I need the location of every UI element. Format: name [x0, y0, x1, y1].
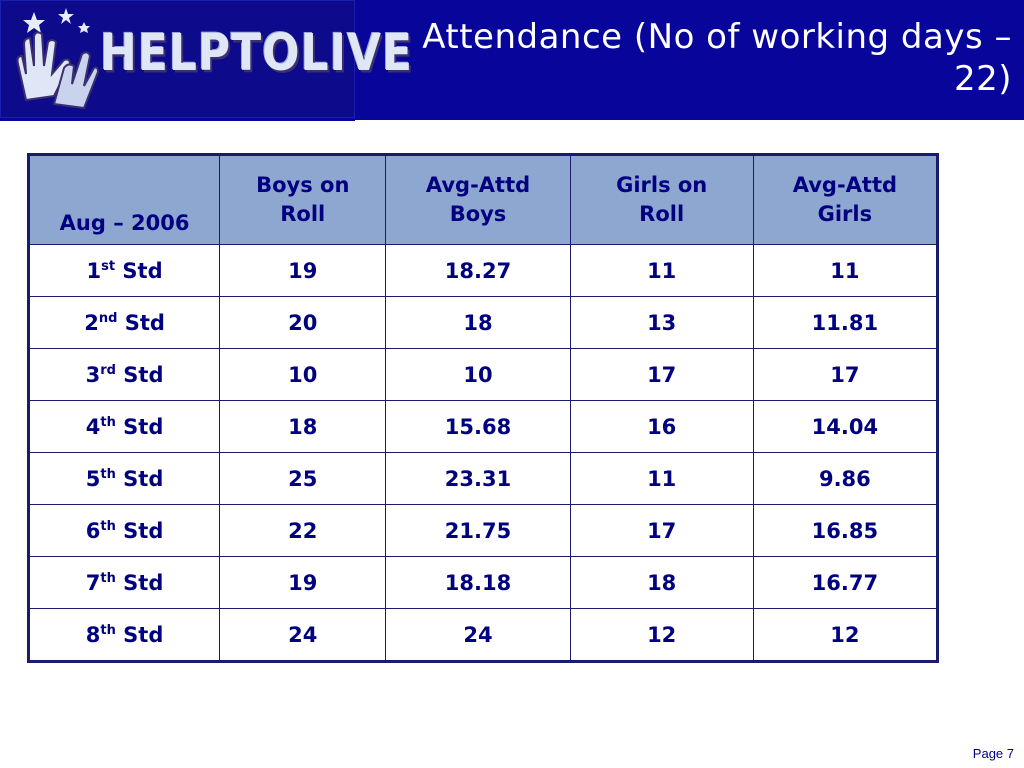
- std-cell: [29, 349, 220, 401]
- std-ordinal: th: [100, 570, 116, 586]
- table-row: [29, 245, 938, 297]
- boys-on-roll-cell: 22: [220, 505, 386, 557]
- girls-on-roll-cell: 11: [570, 245, 753, 297]
- header-cell-month: [29, 155, 220, 245]
- std-number: 1: [86, 258, 102, 283]
- std-suffix: Std: [123, 622, 164, 647]
- boys-on-roll-cell: 20: [220, 297, 386, 349]
- std-cell: [29, 453, 220, 505]
- header-line-2: Boys: [449, 202, 507, 226]
- header-cell-avg-attd-girls: [753, 155, 937, 245]
- std-suffix: Std: [123, 414, 164, 439]
- header-line-1: Avg-Attd: [425, 173, 531, 197]
- avg-attd-girls-cell: 9.86: [753, 453, 937, 505]
- std-suffix: Std: [123, 518, 164, 543]
- helping-hands-icon: [4, 4, 100, 114]
- std-ordinal: rd: [100, 362, 116, 378]
- std-ordinal: th: [100, 622, 116, 638]
- avg-attd-boys-cell: 23.31: [386, 453, 570, 505]
- boys-on-roll-cell: 24: [220, 609, 386, 662]
- std-suffix: Std: [123, 362, 164, 387]
- std-number: 8: [85, 622, 101, 647]
- helptolive-logo: [0, 0, 414, 118]
- std-suffix: Std: [122, 258, 163, 283]
- table-row: [29, 557, 938, 609]
- avg-attd-boys-cell: 18: [386, 297, 570, 349]
- girls-on-roll-cell: 11: [570, 453, 753, 505]
- header-line-2: Roll: [280, 202, 326, 226]
- std-cell: [29, 557, 220, 609]
- std-suffix: Std: [123, 570, 164, 595]
- avg-attd-boys-cell: 18.27: [386, 245, 570, 297]
- table-row: [29, 401, 938, 453]
- header-row: [29, 155, 938, 245]
- header-line-2: Girls: [817, 202, 873, 226]
- logo-text: HELPTOLIVE: [100, 24, 414, 83]
- table-header: [29, 155, 938, 245]
- slide-title: Attendance (No of working days – 22): [422, 17, 1012, 99]
- girls-on-roll-cell: 13: [570, 297, 753, 349]
- attendance-table: [27, 153, 939, 663]
- table-row: [29, 453, 938, 505]
- avg-attd-girls-cell: 17: [753, 349, 937, 401]
- std-cell: [29, 245, 220, 297]
- table-row: [29, 349, 938, 401]
- avg-attd-boys-cell: 10: [386, 349, 570, 401]
- header-line-1: Boys on: [256, 173, 350, 197]
- boys-on-roll-cell: 18: [220, 401, 386, 453]
- avg-attd-girls-cell: 14.04: [753, 401, 937, 453]
- std-number: 4: [85, 414, 101, 439]
- table-row: [29, 297, 938, 349]
- girls-on-roll-cell: 18: [570, 557, 753, 609]
- avg-attd-girls-cell: 16.77: [753, 557, 937, 609]
- avg-attd-boys-cell: 24: [386, 609, 570, 662]
- table-row: [29, 609, 938, 662]
- std-cell: [29, 297, 220, 349]
- avg-attd-boys-cell: 15.68: [386, 401, 570, 453]
- avg-attd-girls-cell: 11: [753, 245, 937, 297]
- girls-on-roll-cell: 17: [570, 505, 753, 557]
- table-row: [29, 505, 938, 557]
- avg-attd-boys-cell: 21.75: [386, 505, 570, 557]
- std-ordinal: th: [100, 466, 116, 482]
- std-number: 3: [85, 362, 101, 387]
- avg-attd-girls-cell: 12: [753, 609, 937, 662]
- boys-on-roll-cell: 25: [220, 453, 386, 505]
- header-cell-girls-on-roll: [570, 155, 753, 245]
- header-month-label: Aug – 2006: [59, 211, 190, 235]
- girls-on-roll-cell: 16: [570, 401, 753, 453]
- std-ordinal: st: [101, 258, 116, 274]
- std-number: 7: [85, 570, 101, 595]
- avg-attd-boys-cell: 18.18: [386, 557, 570, 609]
- header-line-2: Roll: [639, 202, 685, 226]
- table-body: [29, 245, 938, 662]
- header-divider: [0, 118, 355, 121]
- girls-on-roll-cell: 17: [570, 349, 753, 401]
- page-number: Page 7: [972, 746, 1014, 761]
- slide-header: [0, 0, 1024, 120]
- std-number: 2: [84, 310, 99, 335]
- std-cell: [29, 609, 220, 662]
- header-cell-avg-attd-boys: [386, 155, 570, 245]
- boys-on-roll-cell: 19: [220, 557, 386, 609]
- std-number: 6: [85, 518, 101, 543]
- boys-on-roll-cell: 10: [220, 349, 386, 401]
- std-cell: [29, 401, 220, 453]
- header-cell-boys-on-roll: [220, 155, 386, 245]
- header-line-1: Avg-Attd: [792, 173, 898, 197]
- std-cell: [29, 505, 220, 557]
- avg-attd-girls-cell: 16.85: [753, 505, 937, 557]
- header-line-1: Girls on: [616, 173, 708, 197]
- std-ordinal: nd: [98, 310, 118, 326]
- std-ordinal: th: [100, 414, 116, 430]
- std-suffix: Std: [124, 310, 165, 335]
- std-ordinal: th: [100, 518, 116, 534]
- std-suffix: Std: [123, 466, 164, 491]
- avg-attd-girls-cell: 11.81: [753, 297, 937, 349]
- boys-on-roll-cell: 19: [220, 245, 386, 297]
- girls-on-roll-cell: 12: [570, 609, 753, 662]
- std-number: 5: [85, 466, 101, 491]
